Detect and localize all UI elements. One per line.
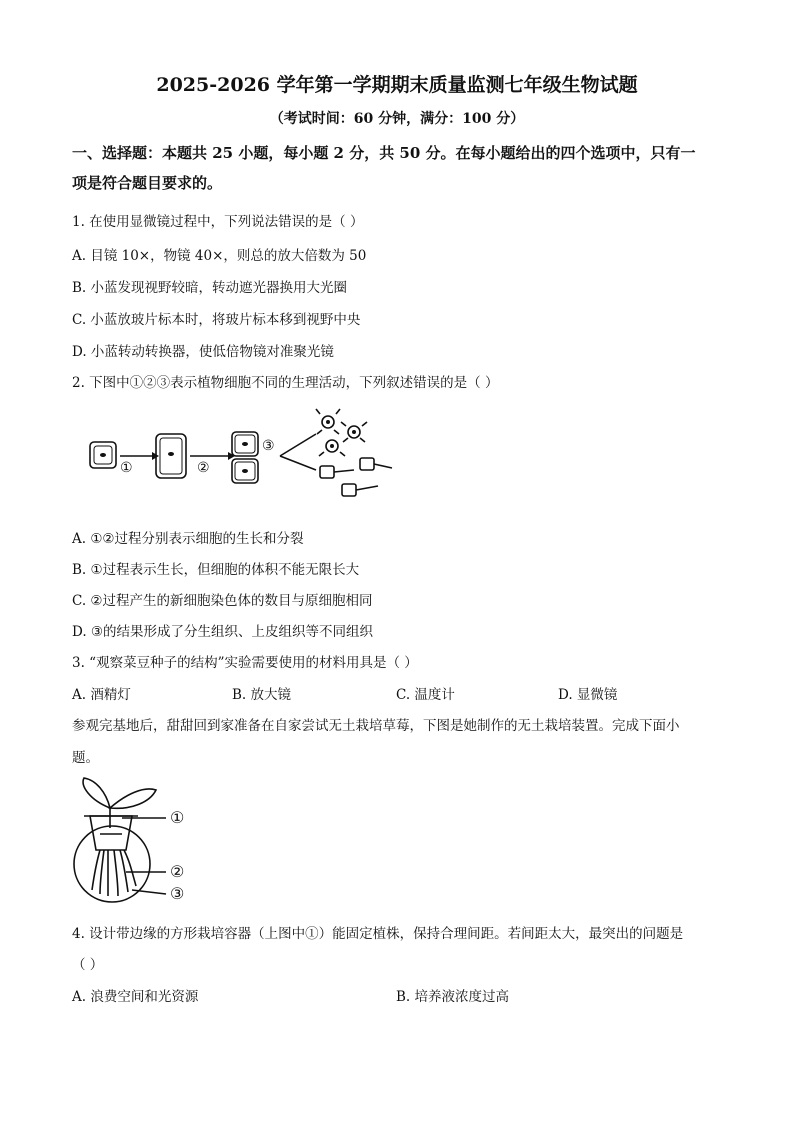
question-1-option-c: C. 小蓝放玻片标本时，将玻片标本移到视野中央 [72, 312, 361, 328]
question-2-option-c: C. ②过程产生的新细胞染色体的数目与原细胞相同 [72, 593, 373, 609]
figure-label-1: ① [120, 460, 133, 476]
section-heading-line1: 一、选择题：本题共 25 小题，每小题 2 分，共 50 分。在每小题给出的四个选项中，只有一 [72, 144, 696, 162]
cell-division-diagram [80, 404, 400, 504]
question-4-stem-line1: 4. 设计带边缘的方形栽培容器（上图中①）能固定植株，保持合理间距。若间距太大，最突出的问题是 [72, 926, 684, 942]
question-1-option-d: D. 小蓝转动转换器，使低倍物镜对准聚光镜 [72, 344, 334, 360]
passage-line1: 参观完基地后，甜甜回到家准备在自家尝试无土栽培草莓，下图是她制作的无土栽培装置。完成下面小 [72, 718, 680, 734]
figure-label-3: ③ [262, 438, 275, 454]
question-2-option-d: D. ③的结果形成了分生组织、上皮组织等不同组织 [72, 624, 374, 640]
question-3-option-b: B. 放大镜 [232, 687, 292, 703]
question-1-stem: 1. 在使用显微镜过程中，下列说法错误的是（ ） [72, 214, 364, 230]
diagram-label-2: ② [170, 862, 185, 881]
question-2-option-b: B. ①过程表示生长，但细胞的体积不能无限长大 [72, 562, 360, 578]
question-3-option-d: D. 显微镜 [558, 687, 618, 703]
section-heading-line2: 项是符合题目要求的。 [72, 174, 223, 192]
question-1-option-b: B. 小蓝发现视野较暗，转动遮光器换用大光圈 [72, 280, 348, 296]
exam-info: （考试时间：60 分钟，满分：100 分） [269, 111, 525, 127]
question-4-stem-line2: （ ） [72, 957, 104, 973]
question-2-option-a: A. ①②过程分别表示细胞的生长和分裂 [72, 531, 304, 547]
question-3-stem: 3. “观察菜豆种子的结构”实验需要使用的材料用具是（ ） [72, 655, 418, 671]
diagram-label-1: ① [170, 808, 185, 827]
question-1-option-a: A. 目镜 10×，物镜 40×，则总的放大倍数为 50 [72, 248, 367, 264]
passage-line2: 题。 [72, 750, 99, 766]
question-3-option-a: A. 酒精灯 [72, 687, 131, 703]
figure-label-2: ② [197, 460, 210, 476]
question-4-option-a: A. 浪费空间和光资源 [72, 989, 199, 1005]
question-3-option-c: C. 温度计 [396, 687, 455, 703]
question-4-option-b: B. 培养液浓度过高 [396, 989, 510, 1005]
page-title: 2025-2026 学年第一学期期末质量监测七年级生物试题 [156, 74, 638, 96]
diagram-label-3: ③ [170, 884, 185, 903]
question-2-stem: 2. 下图中①②③表示植物细胞不同的生理活动，下列叙述错误的是（ ） [72, 375, 499, 391]
